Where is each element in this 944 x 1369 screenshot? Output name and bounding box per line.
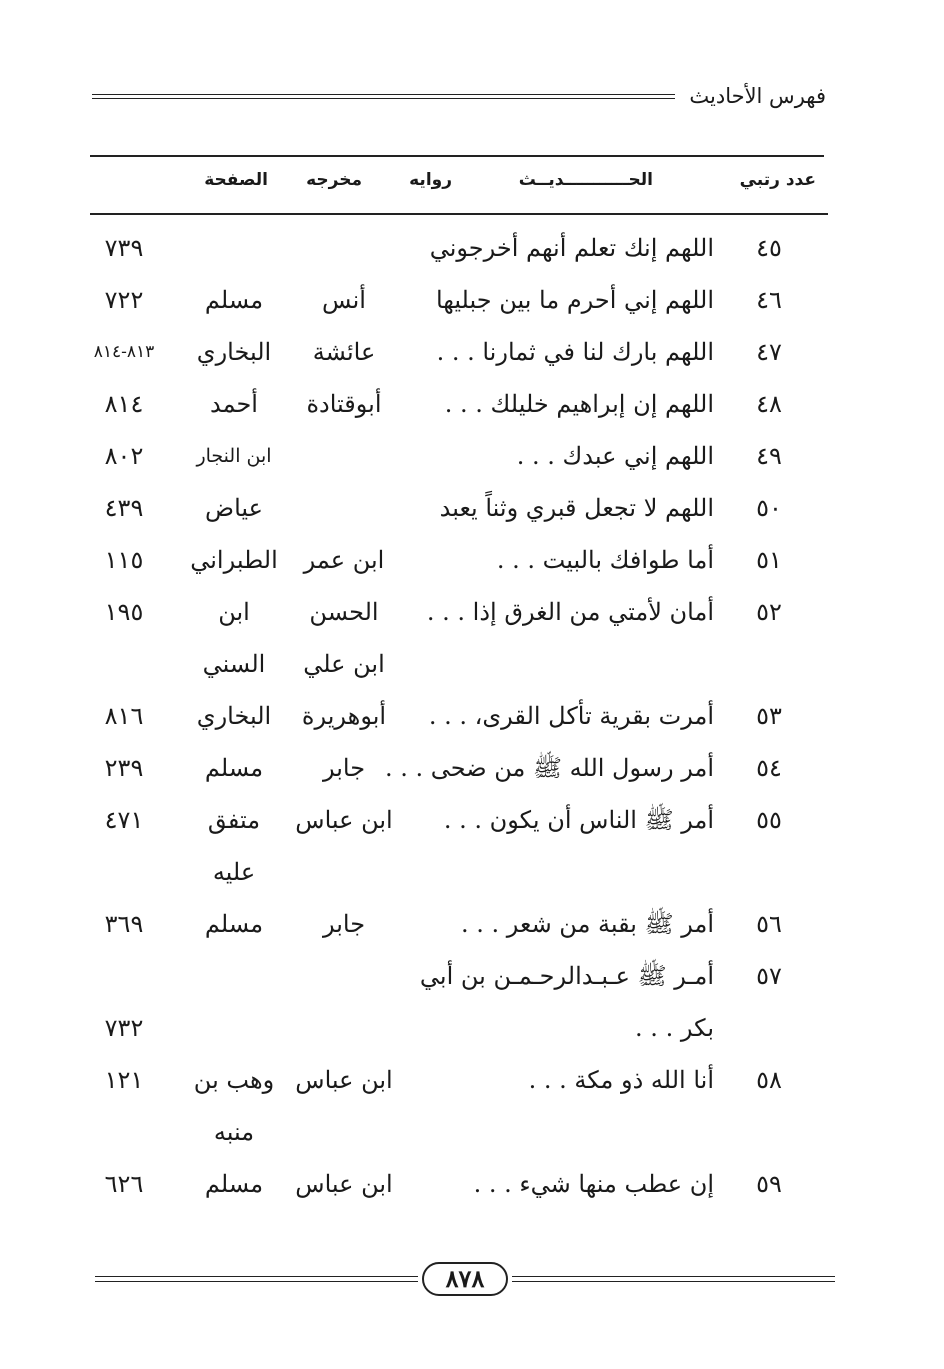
source: عليه	[212, 858, 256, 886]
hadith-text: أمر رسول الله ﷺ من ضحى . . .	[384, 754, 714, 782]
hadith-text: اللهم بارك لنا في ثمارنا . . .	[436, 338, 714, 366]
narrator: جابر	[322, 910, 366, 938]
table-row	[0, 794, 944, 846]
table-row	[0, 690, 944, 742]
page-ref: ٧٣٩	[104, 234, 144, 262]
page-ref: ١٩٥	[104, 598, 144, 626]
narrator: ابن عمر	[303, 546, 385, 574]
page-ref: ٨١٦	[104, 702, 144, 730]
hadith-text: إن عطب منها شيء . . .	[473, 1170, 714, 1198]
hadith-text: أمر ﷺ الناس أن يكون . . .	[443, 806, 714, 834]
narrator: أبوهريرة	[301, 702, 387, 730]
source: البخاري	[196, 702, 272, 730]
row-number: ٥١	[756, 546, 782, 574]
row-number: ٥٥	[756, 806, 782, 834]
page-ref: ٨١٤	[104, 390, 144, 418]
source: عياض	[205, 494, 263, 522]
table-row	[0, 1158, 944, 1210]
page-ref: ٤٣٩	[104, 494, 144, 522]
narrator: جابر	[322, 754, 366, 782]
row-number: ٥٩	[756, 1170, 782, 1198]
header-title: فهرس الأحاديث	[689, 84, 826, 108]
row-number: ٤٥	[756, 234, 782, 262]
page-number: ٨٧٨	[422, 1262, 509, 1296]
row-number: ٤٧	[756, 338, 782, 366]
hadith-text: أمرت بقرية تأكل القرى، . . .	[428, 702, 714, 730]
row-number: ٥٠	[756, 494, 782, 522]
page-ref: ٢٣٩	[104, 754, 144, 782]
page-ref: ١٢١	[104, 1066, 144, 1094]
col-header-hadith: الحـــــــــــديــث	[518, 170, 653, 190]
row-number: ٤٦	[756, 286, 782, 314]
page-ref: ٨١٣-٨١٤	[93, 342, 155, 362]
hadith-text: اللهم إن إبراهيم خليلك . . .	[444, 390, 714, 418]
source: ابن	[218, 598, 250, 626]
table-row	[0, 898, 944, 950]
hadith-text: أمر ﷺ بقبة من شعر . . .	[460, 910, 714, 938]
page-ref: ٨٠٢	[104, 442, 144, 470]
source: متفق	[207, 806, 261, 834]
source: السني	[202, 650, 266, 678]
narrator: ابن عباس	[295, 1066, 393, 1094]
row-number: ٥٨	[756, 1066, 782, 1094]
col-header-rawi: روايه	[409, 170, 452, 190]
header-rule	[92, 94, 675, 99]
table-row	[0, 274, 944, 326]
table-row	[0, 586, 944, 638]
table-row	[0, 1002, 944, 1054]
table-row	[0, 378, 944, 430]
page-footer	[95, 1262, 835, 1296]
hadith-text: اللهم إني عبدك . . .	[516, 442, 714, 470]
footer-rule-left	[95, 1276, 418, 1282]
table-row	[0, 534, 944, 586]
narrator: ابن علي	[303, 650, 385, 678]
col-header-num: عدد رتبي	[739, 170, 816, 190]
running-header	[92, 84, 826, 108]
source: الطبراني	[190, 546, 278, 574]
hadith-text: أنا الله ذو مكة . . .	[528, 1066, 714, 1094]
row-number: ٥٦	[756, 910, 782, 938]
page-ref: ٤٧١	[104, 806, 144, 834]
hadith-index-table	[0, 222, 944, 1210]
hadith-text: اللهم إنك تعلم أنهم أخرجوني	[429, 234, 714, 262]
source: أحمد	[210, 390, 258, 418]
hadith-text: اللهم إني أحرم ما بين جبليها	[435, 286, 714, 314]
table-header-rule	[90, 213, 828, 215]
narrator: أنس	[322, 286, 366, 314]
source: مسلم	[204, 286, 264, 314]
table-header	[90, 170, 828, 204]
row-number: ٥٤	[756, 754, 782, 782]
table-row	[0, 742, 944, 794]
footer-rule-right	[512, 1276, 835, 1282]
source: مسلم	[204, 1170, 264, 1198]
table-row	[0, 1054, 944, 1106]
source: وهب بن	[193, 1066, 275, 1094]
source: مسلم	[204, 910, 264, 938]
table-row	[0, 326, 944, 378]
table-row	[0, 482, 944, 534]
source: ابن النجار	[196, 445, 272, 467]
source: منبه	[213, 1118, 255, 1146]
row-number: ٥٣	[756, 702, 782, 730]
table-row	[0, 638, 944, 690]
table-row	[0, 846, 944, 898]
hadith-text: أمـر ﷺ عـبـدالرحـمـن بن أبي	[419, 962, 714, 990]
page-ref: ٦٢٦	[104, 1170, 144, 1198]
row-number: ٥٢	[756, 598, 782, 626]
narrator: عائشة	[312, 338, 376, 366]
narrator: ابن عباس	[295, 1170, 393, 1198]
col-header-page: الصفحة	[204, 170, 268, 190]
source: البخاري	[196, 338, 272, 366]
page-ref: ٣٦٩	[104, 910, 144, 938]
table-row	[0, 950, 944, 1002]
page-ref: ٧٢٢	[104, 286, 144, 314]
table-top-rule	[90, 155, 824, 157]
hadith-text: اللهم لا تجعل قبري وثناً يعبد	[439, 494, 714, 522]
table-row	[0, 1106, 944, 1158]
row-number: ٤٨	[756, 390, 782, 418]
hadith-text: أما طوافك بالبيت . . .	[496, 546, 714, 574]
row-number: ٥٧	[756, 962, 782, 990]
narrator: ابن عباس	[295, 806, 393, 834]
row-number: ٤٩	[756, 442, 782, 470]
table-row	[0, 222, 944, 274]
source: مسلم	[204, 754, 264, 782]
page-ref: ٧٣٢	[104, 1014, 144, 1042]
hadith-text: أمان لأمتي من الغرق إذا . . .	[426, 598, 714, 626]
hadith-text: بكر . . .	[635, 1014, 714, 1042]
col-header-mukharrij: مخرجه	[306, 170, 362, 190]
page-ref: ١١٥	[104, 546, 144, 574]
table-row	[0, 430, 944, 482]
narrator: الحسن	[309, 598, 379, 626]
narrator: أبوقتادة	[306, 390, 382, 418]
